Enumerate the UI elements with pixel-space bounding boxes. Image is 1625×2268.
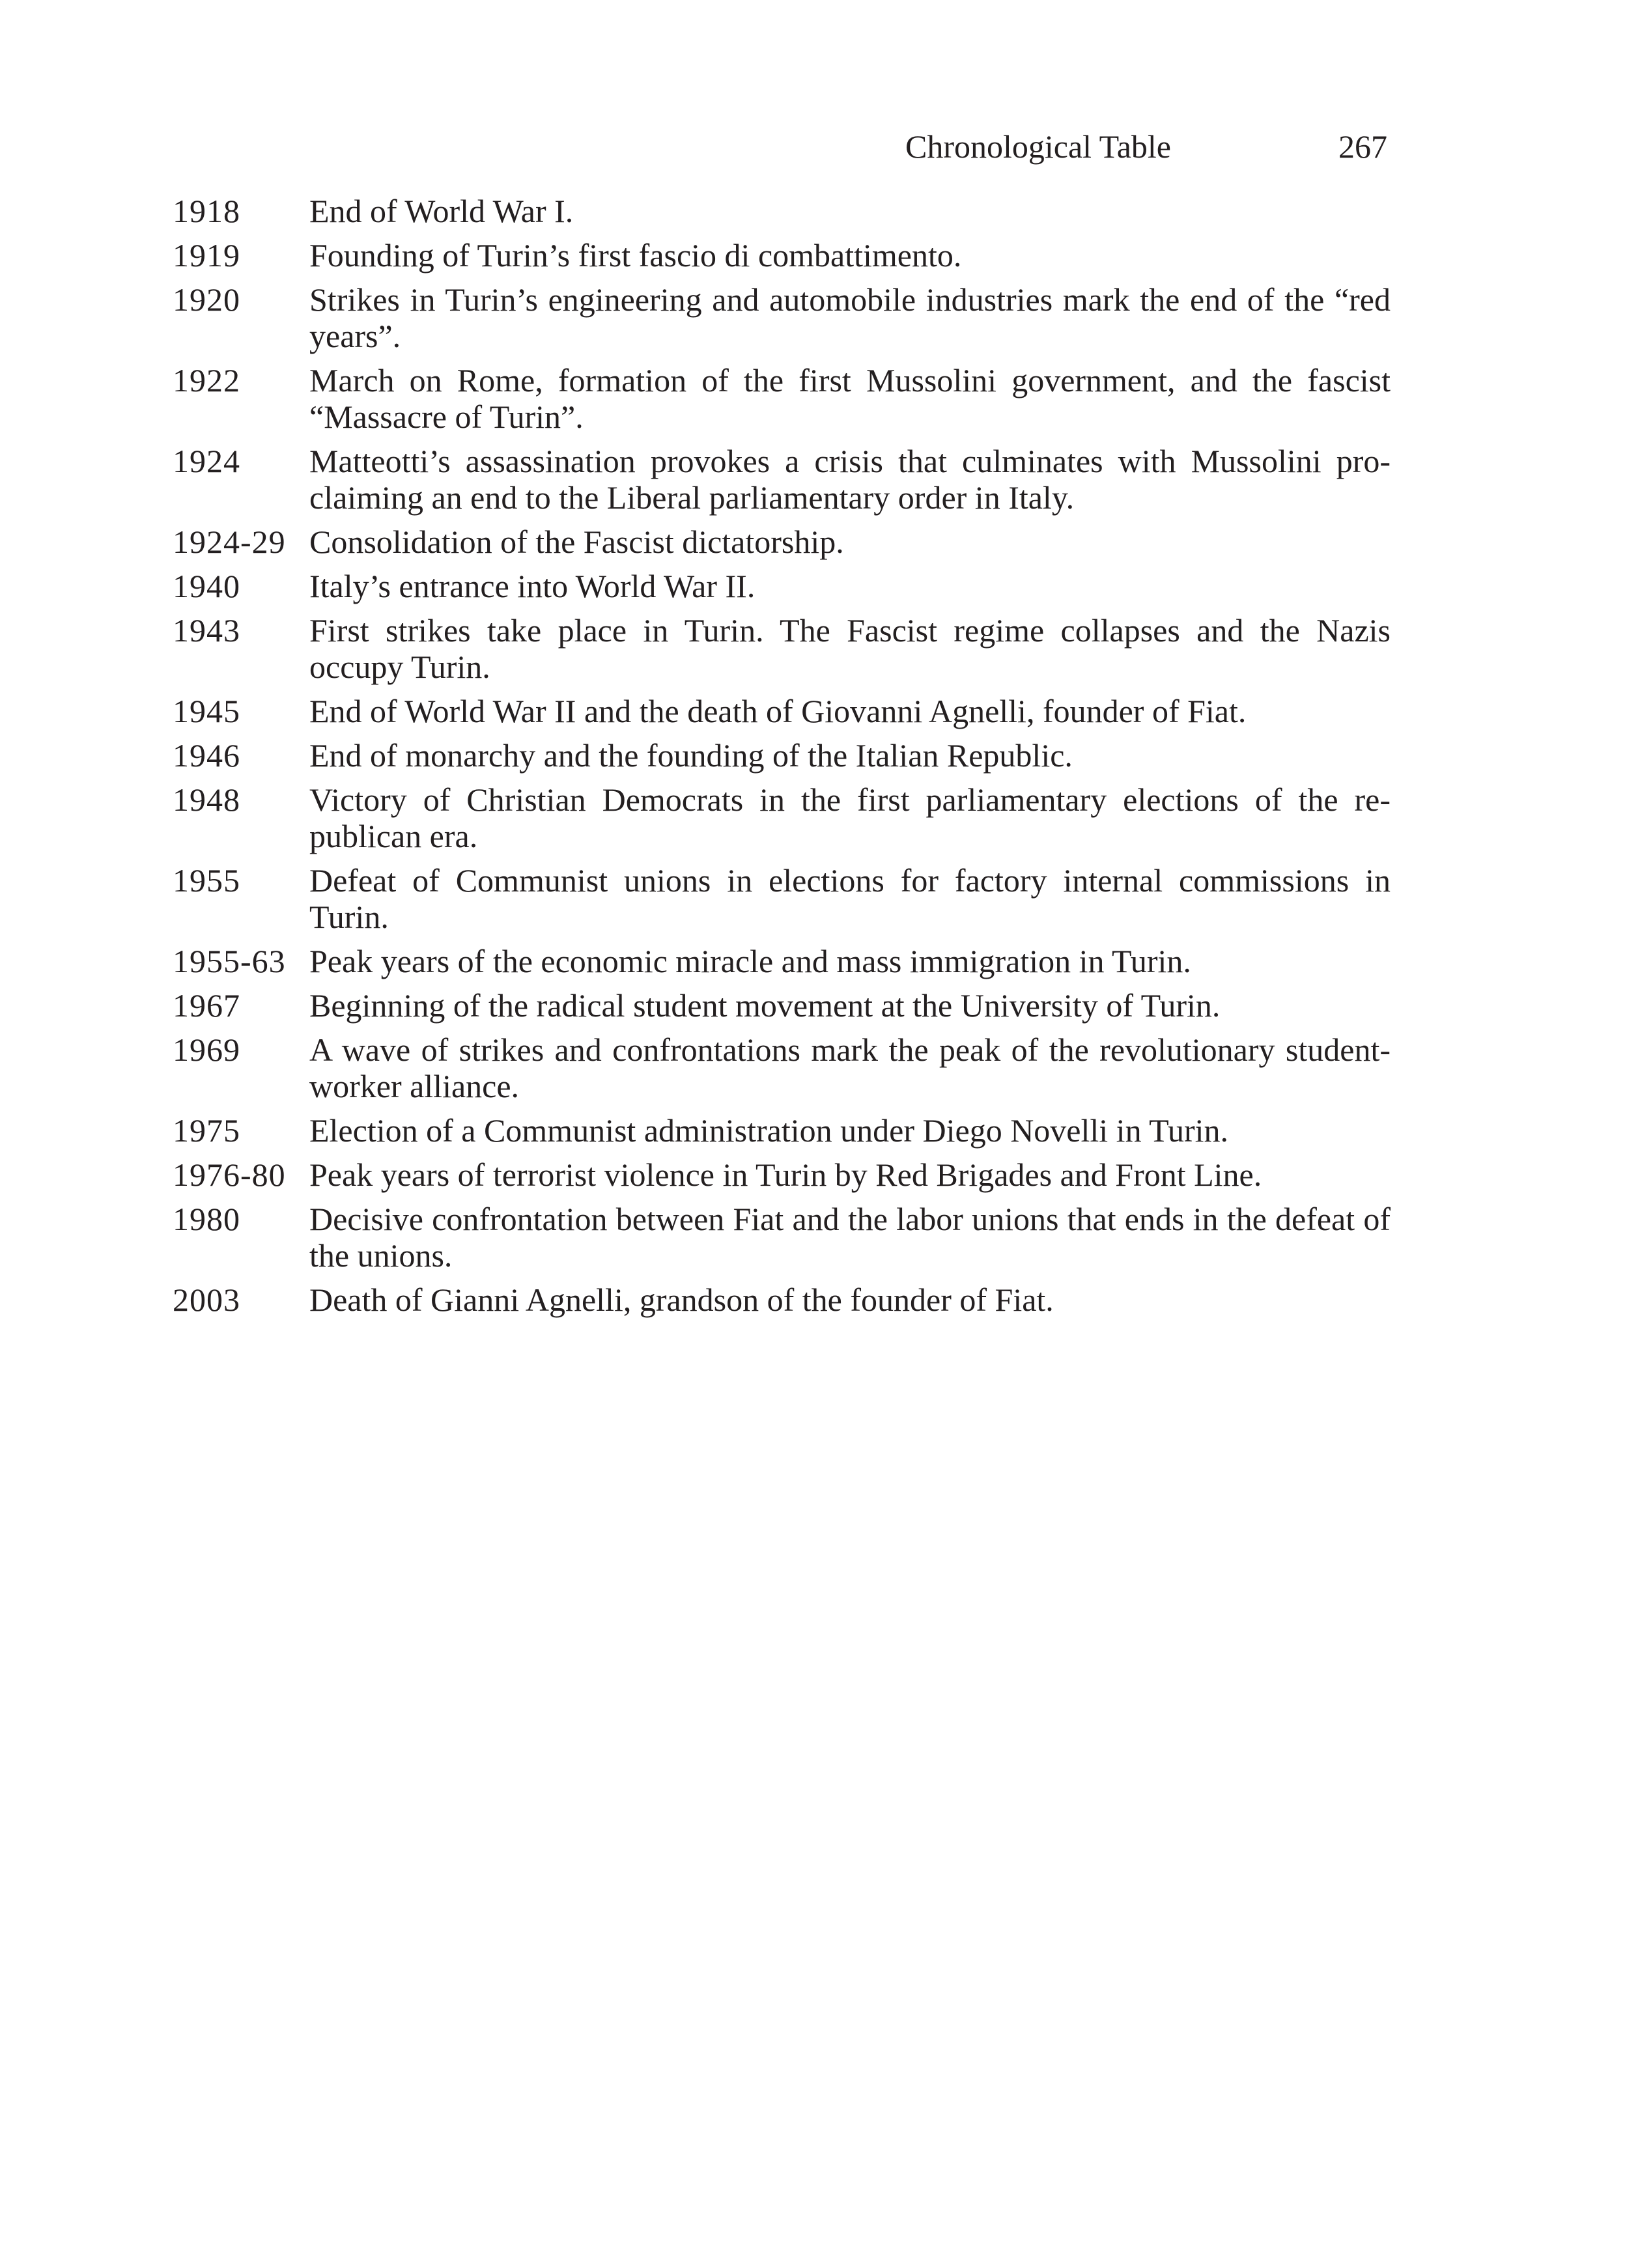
- chronology-entry: [173, 193, 1391, 229]
- entry-year: 1920: [173, 281, 240, 318]
- chronology-entry: [173, 781, 1391, 854]
- entry-event: End of monarchy and the founding of the Italian Republic.: [309, 737, 1073, 774]
- entry-event: March on Rome, formation of the first Mussolini government, and the fascist “Massacre of Turin”.: [309, 362, 1391, 435]
- chronology-entry: [173, 987, 1391, 1024]
- entry-year: 1980: [173, 1201, 240, 1237]
- entry-year: 1924-29: [173, 524, 286, 560]
- entry-event: Death of Gianni Agnelli, grandson of the founder of Fiat.: [309, 1281, 1054, 1318]
- entry-event: Italy’s entrance into World War II.: [309, 568, 756, 604]
- entry-event: Decisive confrontation between Fiat and the labor unions that ends in the defeat of the unions.: [309, 1201, 1391, 1274]
- chronology-entry: [173, 362, 1391, 435]
- entry-year: 1969: [173, 1031, 240, 1068]
- entry-event: End of World War II and the death of Giovanni Agnelli, founder of Fiat.: [309, 693, 1247, 729]
- entry-event: Defeat of Communist unions in elections for factory internal commissions in Turin.: [309, 862, 1391, 935]
- chronology-entry: [173, 237, 1391, 273]
- page-number: 267: [1338, 128, 1387, 165]
- entry-year: 1955: [173, 862, 240, 899]
- chronology-entry: [173, 443, 1391, 516]
- chronology-entry: [173, 737, 1391, 774]
- entry-year: 1975: [173, 1112, 240, 1149]
- chronology-entry: [173, 1031, 1391, 1104]
- chronology-entry: [173, 568, 1391, 604]
- chronology-entry: [173, 862, 1391, 935]
- entry-year: 2003: [173, 1281, 240, 1318]
- chronology-entry: [173, 1281, 1391, 1318]
- chronology-entry: [173, 943, 1391, 979]
- entry-event: Peak years of terrorist violence in Turin by Red Brigades and Front Line.: [309, 1156, 1262, 1193]
- entry-event: Founding of Turin’s first fascio di combattimento.: [309, 237, 962, 273]
- entry-year: 1976-80: [173, 1156, 286, 1193]
- entry-year: 1940: [173, 568, 240, 604]
- running-head: [905, 124, 1387, 169]
- chronology-entry: [173, 1112, 1391, 1149]
- entry-year: 1948: [173, 781, 240, 818]
- entry-year: 1945: [173, 693, 240, 729]
- entry-event: Election of a Communist administration under Diego Novelli in Turin.: [309, 1112, 1228, 1149]
- entry-event: End of World War I.: [309, 193, 574, 229]
- entry-event: Strikes in Turin’s engineering and automobile industries mark the end of the “red years”.: [309, 281, 1391, 354]
- entry-event: Victory of Christian Democrats in the first parliamentary elections of the republican era.: [309, 781, 1391, 854]
- entry-year: 1919: [173, 237, 240, 273]
- entry-year: 1946: [173, 737, 240, 774]
- entry-event: Matteotti’s assassination provokes a crisis that culminates with Mussolini proclaiming an end to the Liberal parliamentary order in Italy.: [309, 443, 1391, 516]
- entry-year: 1924: [173, 443, 240, 479]
- chronology-entry: [173, 1201, 1391, 1274]
- chronology-entry: [173, 693, 1391, 729]
- entry-year: 1918: [173, 193, 240, 229]
- entry-year: 1967: [173, 987, 240, 1024]
- chronology-entry: [173, 1156, 1391, 1193]
- entry-event: A wave of strikes and confrontations mark the peak of the revolutionary studentworker alliance.: [309, 1031, 1391, 1104]
- chronology-list: [173, 193, 1391, 1326]
- entry-year: 1955-63: [173, 943, 286, 979]
- entry-event: Consolidation of the Fascist dictatorship.: [309, 524, 844, 560]
- chronology-entry: [173, 612, 1391, 685]
- entry-year: 1943: [173, 612, 240, 649]
- entry-event: Beginning of the radical student movement at the University of Turin.: [309, 987, 1221, 1024]
- entry-event: Peak years of the economic miracle and mass immigration in Turin.: [309, 943, 1191, 979]
- running-title: Chronological Table: [905, 128, 1171, 165]
- entry-year: 1922: [173, 362, 240, 399]
- chronology-entry: [173, 281, 1391, 354]
- chronology-entry: [173, 524, 1391, 560]
- entry-event: First strikes take place in Turin. The Fascist regime collapses and the Nazis occupy Turin.: [309, 612, 1391, 685]
